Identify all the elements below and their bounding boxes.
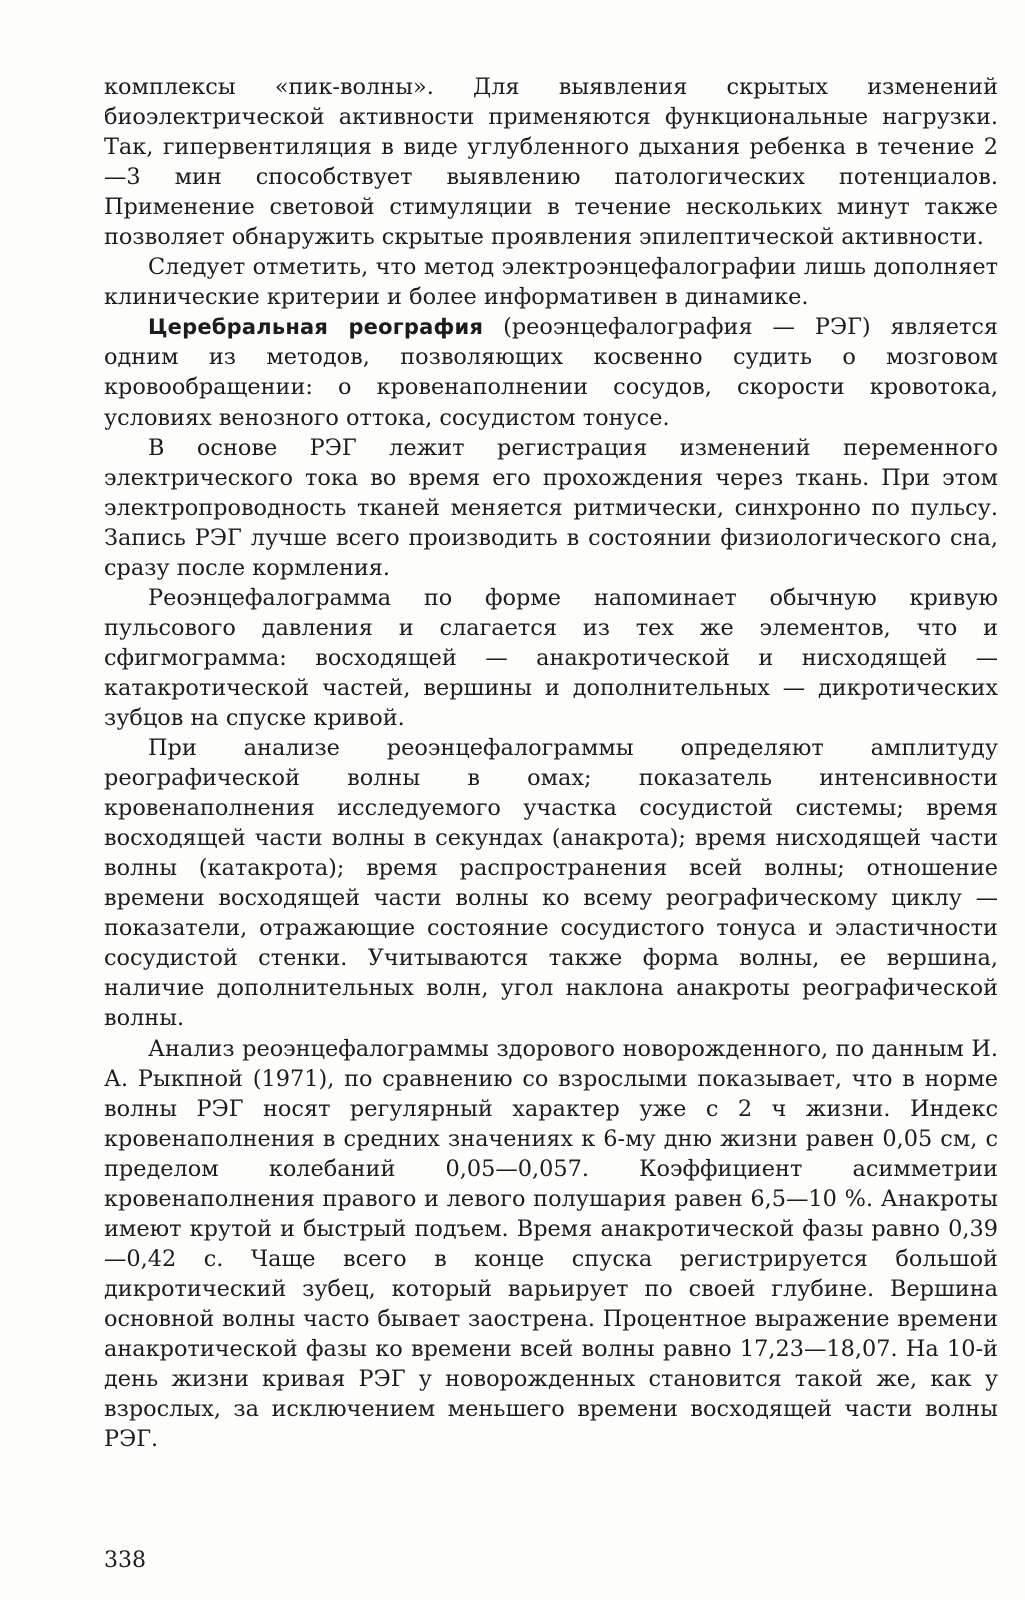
paragraph-3-lead-term: Церебральная реография xyxy=(148,315,484,340)
paragraph-7-text: Анализ реоэнцефалограммы здорового новорожденного, по данным И. А. Рыкпной (1971), по сравнению со взрослыми показывает, что в норме волны РЭГ носят регулярный характер уже с 2 ч жизни. Индекс кровенаполнения в средних значениях к 6-му дню жизни равен 0,05 см, с пределом колебаний 0,05—0,057. Коэффициент асимметрии кровенаполнения правого и левого полушария равен 6,5—10 %. Анакроты имеют крутой и быстрый подъем. Время анакротической фазы равно 0,39—0,42 с. Чаще всего в конце спуска регистрируется большой дикротический зубец, который варьирует по своей глубине. Вершина основной волны часто бывает заострена. Процентное выражение времени анакротической фазы ко времени всей волны равно 17,23—18,07. На 10-й день жизни кривая РЭГ у новорожденных становится такой же, как у взрослых, за исключением меньшего времени восходящей части волны РЭГ. xyxy=(104,1035,998,1453)
paragraph-5 xyxy=(104,583,998,733)
paragraph-1 xyxy=(104,72,998,252)
paragraph-2 xyxy=(104,252,998,312)
page-number: 338 xyxy=(104,1548,146,1573)
paragraph-3-text: (реоэнцефалография — РЭГ) является одним из методов, позволяющих косвенно судить о мозговом кровообращении: о кровенаполнении сосудов, скорости кровотока, условиях венозного оттока, сосудистом тонусе. xyxy=(104,314,998,431)
paragraph-3 xyxy=(104,312,998,432)
body-text xyxy=(104,72,998,1454)
paragraph-1-text: комплексы «пик-волны». Для выявления скрытых изменений биоэлектрической активности применяются функциональные нагрузки. Так, гипервентиляция в виде углубленного дыхания ребенка в течение 2—3 мин способствует выявлению патологических потенциалов. Применение световой стимуляции в течение нескольких минут также позволяет обнаружить скрытые проявления эпилептической активности. xyxy=(104,74,998,251)
paragraph-7 xyxy=(104,1034,998,1455)
paragraph-5-text: Реоэнцефалограмма по форме напоминает обычную кривую пульсового давления и слагается из тех же элементов, что и сфигмограмма: восходящей — анакротической и нисходящей — катакротической частей, вершины и дополнительных — дикротических зубцов на спуске кривой. xyxy=(104,584,998,731)
paragraph-4 xyxy=(104,433,998,583)
paragraph-2-text: Следует отметить, что метод электроэнцефалографии лишь дополняет клинические критерии и более информативен в динамике. xyxy=(104,254,998,311)
paragraph-4-text: В основе РЭГ лежит регистрация изменений переменного электрического тока во время его прохождения через ткань. При этом электропроводность тканей меняется ритмически, синхронно по пульсу. Запись РЭГ лучше всего производить в состоянии физиологического сна, сразу после кормления. xyxy=(104,434,998,581)
paragraph-6 xyxy=(104,733,998,1033)
paragraph-6-text: При анализе реоэнцефалограммы определяют амплитуду реографической волны в омах; показатель интенсивности кровенаполнения исследуемого участка сосудистой системы; время восходящей части волны в секундах (анакрота); время нисходящей части волны (катакрота); время распространения всей волны; отношение времени восходящей части волны ко всему реографическому циклу — показатели, отражающие состояние сосудистого тонуса и эластичности сосудистой стенки. Учитываются также форма волны, ее вершина, наличие дополнительных волн, угол наклона анакроты реографической волны. xyxy=(104,735,998,1032)
